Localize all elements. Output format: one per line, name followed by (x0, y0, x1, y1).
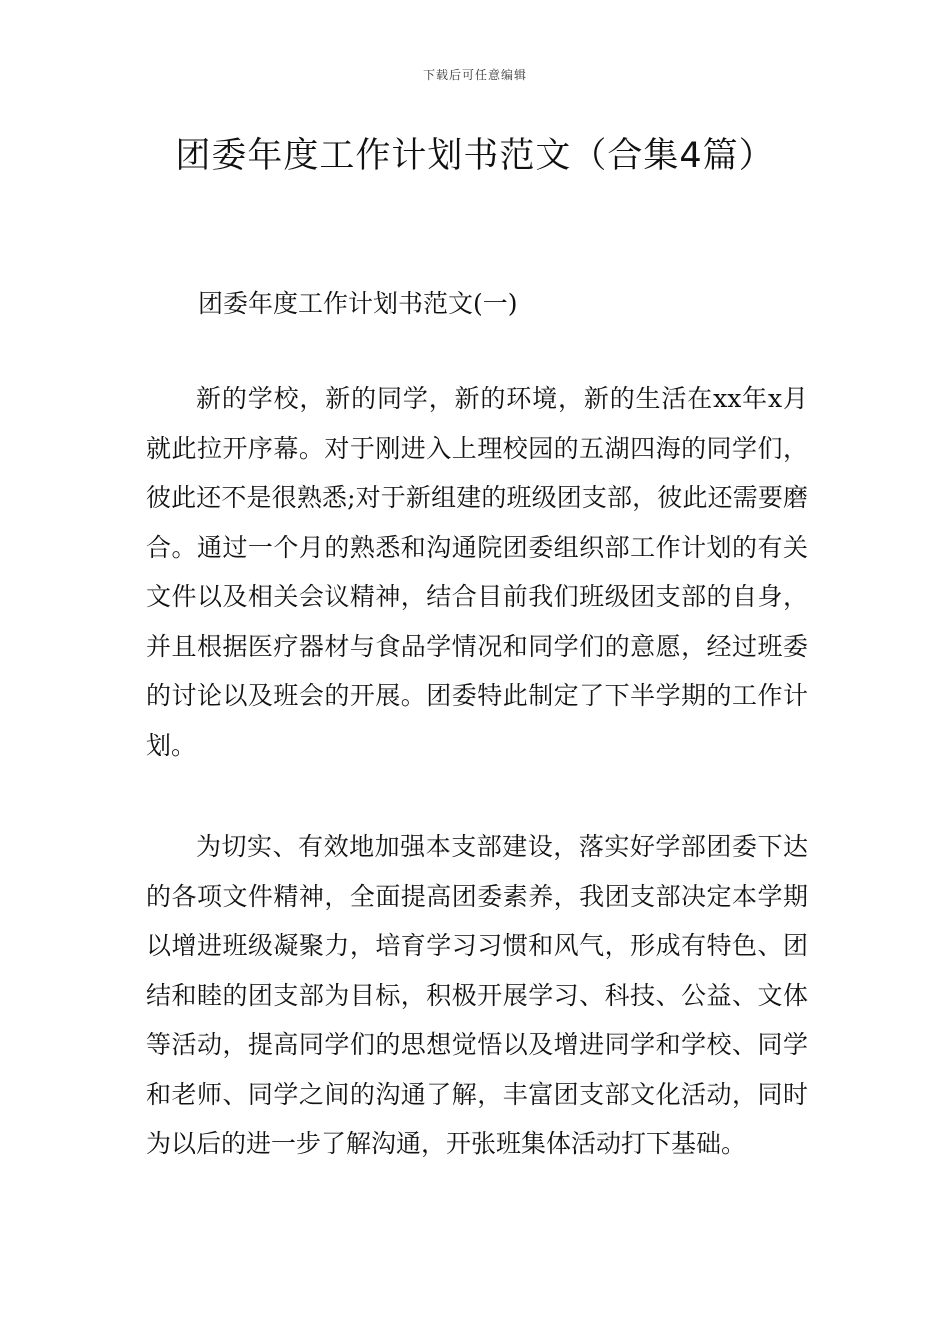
paragraph-1: 新的学校，新的同学，新的环境，新的生活在xx年x月就此拉开序幕。对于刚进入上理校园的五湖四海的同学们，彼此还不是很熟悉;对于新组建的班级团支部，彼此还需要磨合。通过一个月的熟悉和沟通院团委组织部工作计划的有关文件以及相关会议精神，结合目前我们班级团支部的自身，并且根据医疗器材与食品学情况和同学们的意愿，经过班委的讨论以及班会的开展。团委特此制定了下半学期的工作计划。 (146, 384, 808, 760)
header-note: 下载后可任意编辑 (422, 68, 527, 82)
section-heading: 团委年度工作计划书范文(一) (198, 289, 518, 318)
document-title: 团委年度工作计划书范文（合集4篇） (175, 136, 775, 176)
paragraph-2: 为切实、有效地加强本支部建设，落实好学部团委下达的各项文件精神，全面提高团委素养，我团支部决定本学期以增进班级凝聚力，培育学习习惯和风气，形成有特色、团结和睦的团支部为目标，积极开展学习、科技、公益、文体等活动，提高同学们的思想觉悟以及增进同学和学校、同学和老师、同学之间的沟通了解，丰富团支部文化活动，同时为以后的进一步了解沟通，开张班集体活动打下基础。 (146, 832, 808, 1158)
